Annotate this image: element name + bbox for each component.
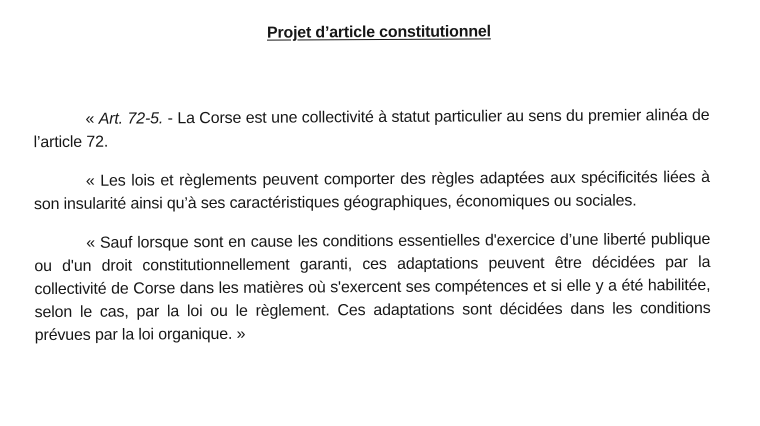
article-reference: Art. 72-5. xyxy=(98,110,164,128)
opening-quote: « xyxy=(85,110,99,128)
document-title: Projet d’article constitutionnel xyxy=(266,23,491,42)
paragraph-adaptations: « Sauf lorsque sont en cause les conditions essentielles d'exercice d’une liberté publique ou d'un droit constitutionnellement garanti, ces adaptations peuvent être décidées par la collectivité de Corse dans les matières où s'exercent ses compétences et si elle y a été habilitée, selon le cas, par la loi ou le règlement. Ces adaptations sont décidées dans les conditions prévues par la loi organique. » xyxy=(34,230,711,345)
paragraph-text: - La Corse est une collectivité à statut particulier au sens du premier alinéa de l’article 72. xyxy=(33,106,710,152)
document-body xyxy=(33,104,711,363)
paragraph-lois-reglements: « Les lois et règlements peuvent comporter des règles adaptées aux spécificités liées à son insularité ainsi qu’à ses caractéristiques géographiques, économiques ou sociales. xyxy=(33,168,710,214)
paragraph-article-72-5 xyxy=(33,104,709,154)
